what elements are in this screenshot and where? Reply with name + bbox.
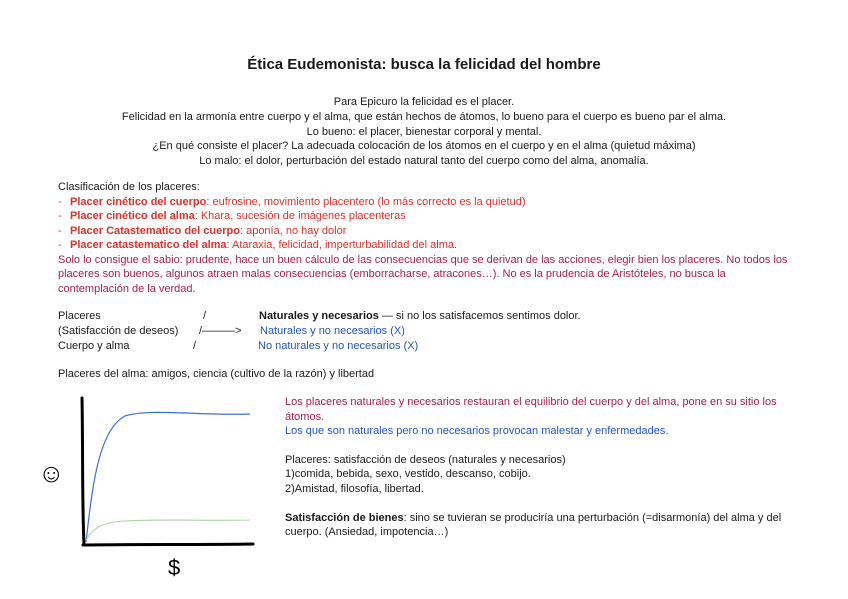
note-natural-not-necessary: Los que son naturales pero no necesarios provocan malestar y enfermedades. xyxy=(285,425,669,438)
bullet-term: Placer cinético del alma xyxy=(70,210,195,222)
types-left-3: Cuerpo y alma xyxy=(58,340,130,352)
x-axis xyxy=(83,544,253,545)
note-goods xyxy=(285,511,785,540)
bullet-item: - Placer cinético del cuerpo: eufrosine, movimiento placentero (lo más correcto es la quietud) xyxy=(58,195,526,208)
bullet-item: - Placer catastematico del alma: Ataraxia, felicidad, imperturbabilidad del alma. xyxy=(58,239,458,251)
bullet-desc: : aponía, no hay dolor xyxy=(239,224,347,237)
intro-line: Lo bueno: el placer, bienestar corporal y mental. xyxy=(306,125,542,138)
natural-necessary-term: Naturales y necesarios xyxy=(259,310,379,322)
bullet-term: Placer cinético del cuerpo xyxy=(70,195,207,208)
bullet-desc: : Ataraxia, felicidad, imperturbabilidad del alma. xyxy=(226,239,458,251)
not-natural: No naturales y no necesarios (X) xyxy=(258,340,419,352)
bullet-desc: : eufrosine, movimiento placentero (lo más correcto es la quietud) xyxy=(206,195,526,208)
natural-necessary xyxy=(259,310,581,322)
y-axis xyxy=(82,398,84,545)
smiley-icon: ☺ xyxy=(38,458,65,488)
intro-line: Lo malo: el dolor, perturbación del estado natural tanto del cuerpo como del alma, anomalía. xyxy=(199,155,649,168)
note-natural-necessary: Los placeres naturales y necesarios restauran el equilibrio del cuerpo y del alma, pone en su sitio los átomos. xyxy=(285,396,777,423)
intro-block xyxy=(60,95,788,169)
classification-section xyxy=(58,180,794,296)
note-goods-term: Satisfacción de bienes xyxy=(285,511,404,524)
page-title: Ética Eudemonista: busca la felicidad del hombre xyxy=(247,56,601,73)
bullet-item: - Placer cinético del alma: Khara, sucesión de imágenes placenteras xyxy=(58,210,406,222)
separator-slash: / xyxy=(193,340,197,352)
soul-pleasures: Placeres del alma: amigos, ciencia (cultivo de la razón) y libertad xyxy=(58,368,375,380)
arrow: /———> xyxy=(199,325,242,337)
natural-necessary-desc: — si no los satisfacemos sentimos dolor. xyxy=(378,310,581,322)
sage-note: Solo lo consigue el sabio: prudente, hace un buen cálculo de las consecuencias que se derivan de las acciones, elegir bien los placeres. No todos los placeres son buenos, algunos atraen malas consecuencias (emborracharse, atracones…). No es la prudencia de Aristóteles, no busca la contemplación de la verdad. xyxy=(58,253,788,295)
classification-heading: Clasificación de los placeres: xyxy=(58,181,200,193)
intro-line: Para Epicuro la felicidad es el placer. xyxy=(333,96,515,108)
green-curve xyxy=(86,520,250,540)
intro-line: ¿En qué consiste el placer? La adecuada colocación de los átomos en el cuerpo y en el alma (quietud máxima) xyxy=(152,140,696,153)
natural-not-necessary: Naturales y no necesarios (X) xyxy=(260,325,405,337)
note-line: 1)comida, bebida, sexo, vestido, descanso, cobijo. xyxy=(285,468,531,481)
right-notes xyxy=(285,395,785,540)
types-left-2: (Satisfacción de deseos) xyxy=(58,325,179,337)
intro-line: Felicidad en la armonía entre cuerpo y el alma, que están hechos de átomos, lo bueno para el cuerpo es bueno par el alma. xyxy=(121,110,727,123)
note-line: 2)Amistad, filosofía, libertad. xyxy=(285,482,424,495)
note-goods-desc: : sino se tuvieran se produciría una perturbación (=disarmonía) del alma y del cuerpo. (Ansiedad, impotencia…) xyxy=(285,511,782,539)
satisfaction-sketch xyxy=(30,390,270,590)
bullet-term: Placer Catastematico del cuerpo xyxy=(70,224,240,237)
separator-slash: / xyxy=(203,310,207,322)
bullet-item: - Placer Catastematico del cuerpo: aponía, no hay dolor xyxy=(58,224,347,237)
bullet-term: Placer catastematico del alma xyxy=(70,239,227,251)
types-left-1: Placeres xyxy=(58,310,101,322)
dollar-icon: $ xyxy=(168,555,181,580)
bullet-desc: : Khara, sucesión de imágenes placenteras xyxy=(194,210,406,222)
note-line: Placeres: satisfacción de deseos (naturales y necesarios) xyxy=(285,453,566,466)
